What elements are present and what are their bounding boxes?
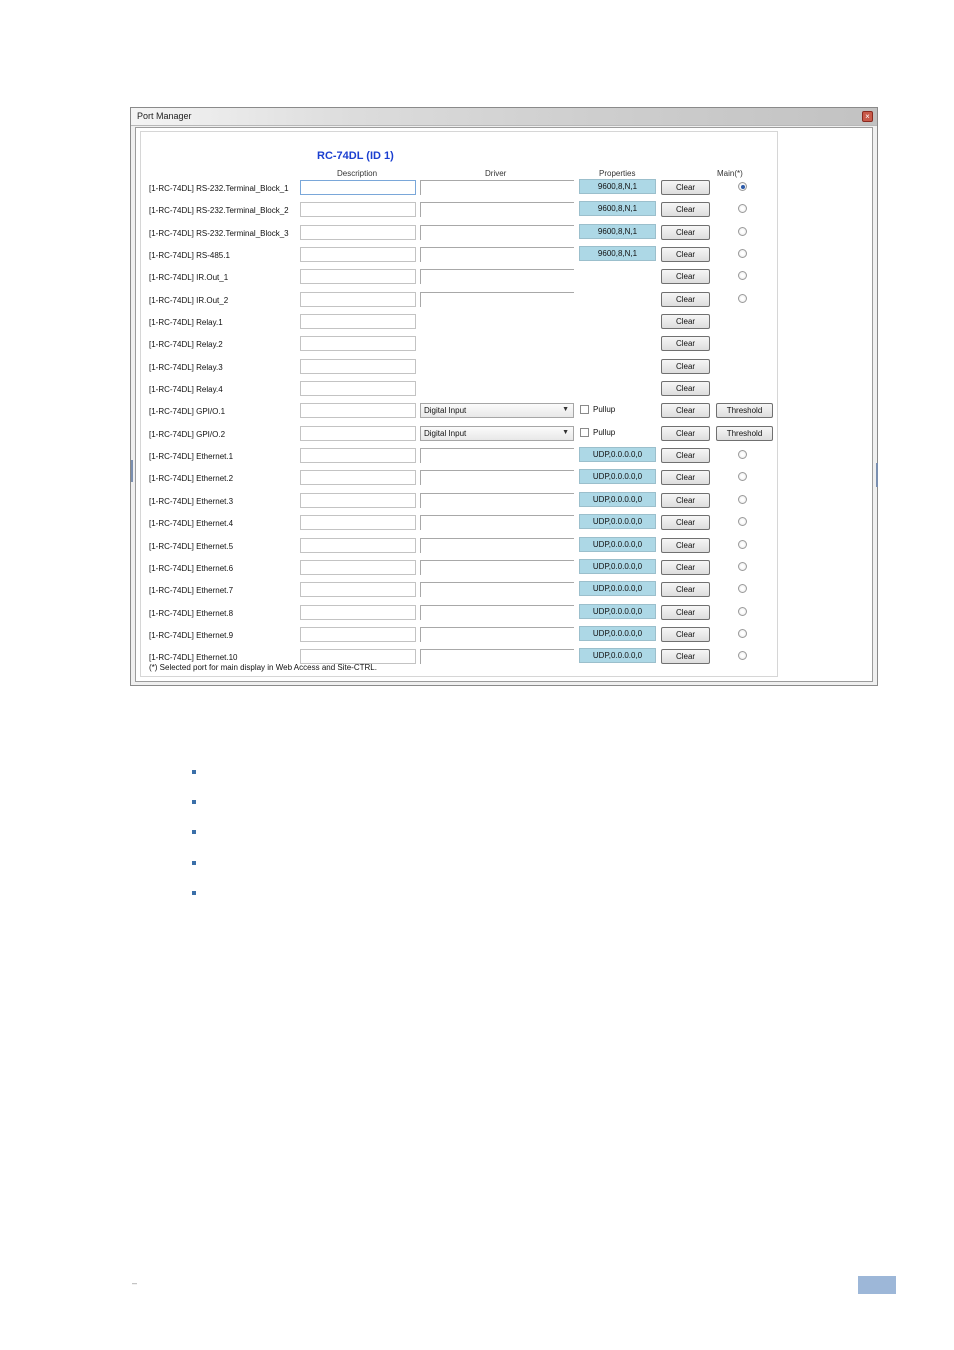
page-number-box [858, 1276, 896, 1294]
driver-input[interactable] [420, 515, 574, 530]
clear-button[interactable]: Clear [661, 649, 710, 664]
description-input[interactable] [300, 627, 416, 642]
pullup-checkbox[interactable] [580, 428, 589, 437]
port-manager-window [130, 107, 878, 686]
pullup-checkbox[interactable] [580, 405, 589, 414]
clear-button[interactable]: Clear [661, 493, 710, 508]
driver-input[interactable] [420, 627, 574, 642]
port-label: [1-RC-74DL] Ethernet.6 [149, 563, 234, 573]
port-row [141, 224, 777, 246]
close-icon[interactable]: × [862, 111, 873, 122]
main-port-radio[interactable] [738, 651, 747, 660]
properties-button[interactable]: UDP,0.0.0.0,0 [579, 514, 656, 529]
port-row [141, 626, 777, 648]
port-row [141, 313, 777, 335]
bullet-marker [192, 830, 196, 834]
properties-button[interactable]: UDP,0.0.0.0,0 [579, 581, 656, 596]
driver-select-value: Digital Input [424, 406, 467, 416]
port-label: [1-RC-74DL] IR.Out_1 [149, 273, 229, 283]
description-input[interactable] [300, 336, 416, 351]
clear-button[interactable]: Clear [661, 627, 710, 642]
driver-input[interactable] [420, 560, 574, 575]
footnote: (*) Selected port for main display in Web Access and Site-CTRL. [149, 663, 377, 672]
description-input[interactable] [300, 493, 416, 508]
clear-button[interactable]: Clear [661, 560, 710, 575]
driver-select[interactable] [420, 403, 574, 418]
port-label: [1-RC-74DL] Ethernet.1 [149, 452, 234, 462]
port-label: [1-RC-74DL] Ethernet.3 [149, 496, 234, 506]
main-port-radio[interactable] [738, 227, 747, 236]
driver-input[interactable] [420, 247, 574, 262]
properties-button[interactable]: 9600,8,N,1 [579, 179, 656, 194]
description-input[interactable] [300, 225, 416, 240]
driver-input[interactable] [420, 605, 574, 620]
threshold-button[interactable]: Threshold [716, 403, 773, 418]
properties-button[interactable]: 9600,8,N,1 [579, 246, 656, 261]
description-input[interactable] [300, 180, 416, 195]
bullet-marker [192, 800, 196, 804]
threshold-button[interactable]: Threshold [716, 426, 773, 441]
clear-button[interactable]: Clear [661, 381, 710, 396]
description-input[interactable] [300, 538, 416, 553]
bullet-marker [192, 861, 196, 865]
description-input[interactable] [300, 448, 416, 463]
properties-button[interactable]: UDP,0.0.0.0,0 [579, 648, 656, 663]
main-port-radio[interactable] [738, 249, 747, 258]
port-label: [1-RC-74DL] Ethernet.8 [149, 608, 234, 618]
bullet-marker [192, 891, 196, 895]
clear-button[interactable]: Clear [661, 336, 710, 351]
clear-button[interactable]: Clear [661, 538, 710, 553]
driver-input[interactable] [420, 582, 574, 597]
bullet-marker [192, 770, 196, 774]
main-port-radio[interactable] [738, 584, 747, 593]
driver-input[interactable] [420, 493, 574, 508]
description-input[interactable] [300, 560, 416, 575]
main-port-radio[interactable] [738, 182, 747, 191]
port-row [141, 425, 777, 447]
port-label: [1-RC-74DL] RS-232.Terminal_Block_2 [149, 206, 289, 216]
port-row [141, 447, 777, 469]
main-port-radio[interactable] [738, 540, 747, 549]
description-input[interactable] [300, 359, 416, 374]
driver-input[interactable] [420, 649, 574, 664]
clear-button[interactable]: Clear [661, 403, 710, 418]
port-label: [1-RC-74DL] Relay.4 [149, 385, 223, 395]
driver-input[interactable] [420, 180, 574, 195]
description-input[interactable] [300, 605, 416, 620]
main-port-radio[interactable] [738, 495, 747, 504]
driver-input[interactable] [420, 202, 574, 217]
port-label: [1-RC-74DL] Relay.3 [149, 362, 223, 372]
clear-button[interactable]: Clear [661, 426, 710, 441]
page-footer-dash: – [132, 1278, 138, 1288]
pullup-label: Pullup [593, 405, 616, 415]
port-label: [1-RC-74DL] Ethernet.10 [149, 653, 238, 663]
port-label: [1-RC-74DL] Ethernet.2 [149, 474, 234, 484]
clear-button[interactable]: Clear [661, 314, 710, 329]
column-header-description: Description [337, 169, 378, 178]
clear-button[interactable]: Clear [661, 582, 710, 597]
port-row [141, 291, 777, 313]
main-port-radio[interactable] [738, 517, 747, 526]
driver-input[interactable] [420, 292, 574, 307]
port-label: [1-RC-74DL] Relay.2 [149, 340, 223, 350]
properties-button[interactable]: UDP,0.0.0.0,0 [579, 626, 656, 641]
port-row [141, 514, 777, 536]
port-row [141, 604, 777, 626]
description-input[interactable] [300, 470, 416, 485]
properties-button[interactable]: UDP,0.0.0.0,0 [579, 537, 656, 552]
driver-input[interactable] [420, 538, 574, 553]
port-label: [1-RC-74DL] RS-232.Terminal_Block_1 [149, 184, 289, 193]
port-label: [1-RC-74DL] GPI/O.2 [149, 429, 226, 439]
description-input[interactable] [300, 649, 416, 664]
port-row [141, 380, 777, 402]
clear-button[interactable]: Clear [661, 359, 710, 374]
driver-select-value: Digital Input [424, 428, 467, 438]
clear-button[interactable]: Clear [661, 470, 710, 485]
clear-button[interactable]: Clear [661, 515, 710, 530]
main-port-radio[interactable] [738, 562, 747, 571]
clear-button[interactable]: Clear [661, 605, 710, 620]
port-label: [1-RC-74DL] GPI/O.1 [149, 407, 226, 417]
column-header-properties: Properties [599, 169, 636, 178]
column-header-driver: Driver [485, 169, 507, 178]
port-panel [140, 131, 778, 677]
port-label: [1-RC-74DL] Relay.1 [149, 318, 223, 328]
main-port-radio[interactable] [738, 629, 747, 638]
driver-input[interactable] [420, 448, 574, 463]
port-row [141, 201, 777, 223]
clear-button[interactable]: Clear [661, 292, 710, 307]
main-port-radio[interactable] [738, 204, 747, 213]
window-client-area [135, 127, 873, 682]
port-row [141, 335, 777, 357]
port-rows [141, 179, 777, 671]
clear-button[interactable]: Clear [661, 247, 710, 262]
port-row [141, 559, 777, 581]
port-row [141, 268, 777, 290]
properties-button[interactable]: UDP,0.0.0.0,0 [579, 559, 656, 574]
chevron-down-icon: ▼ [562, 428, 569, 436]
page-edge-mark-right [876, 463, 878, 487]
driver-input[interactable] [420, 225, 574, 240]
port-row [141, 537, 777, 559]
page-edge-mark-left [131, 460, 133, 482]
clear-button[interactable]: Clear [661, 269, 710, 284]
clear-button[interactable]: Clear [661, 225, 710, 240]
description-input[interactable] [300, 582, 416, 597]
properties-button[interactable]: UDP,0.0.0.0,0 [579, 469, 656, 484]
properties-button[interactable]: UDP,0.0.0.0,0 [579, 492, 656, 507]
device-title: RC-74DL (ID 1) [317, 150, 394, 162]
port-label: [1-RC-74DL] RS-232.Terminal_Block_3 [149, 228, 289, 238]
port-row [141, 246, 777, 268]
description-input[interactable] [300, 426, 416, 441]
clear-button[interactable]: Clear [661, 448, 710, 463]
port-label: [1-RC-74DL] IR.Out_2 [149, 295, 229, 305]
driver-input[interactable] [420, 470, 574, 485]
port-row [141, 492, 777, 514]
chevron-down-icon: ▼ [562, 406, 569, 414]
description-input[interactable] [300, 314, 416, 329]
window-titlebar[interactable] [131, 108, 877, 126]
description-input[interactable] [300, 403, 416, 418]
main-port-radio[interactable] [738, 271, 747, 280]
port-label: [1-RC-74DL] Ethernet.9 [149, 630, 234, 640]
description-input[interactable] [300, 292, 416, 307]
clear-button[interactable]: Clear [661, 202, 710, 217]
properties-button[interactable]: UDP,0.0.0.0,0 [579, 447, 656, 462]
port-label: [1-RC-74DL] Ethernet.7 [149, 586, 234, 596]
description-input[interactable] [300, 247, 416, 262]
port-row [141, 581, 777, 603]
port-row [141, 469, 777, 491]
description-input[interactable] [300, 202, 416, 217]
main-port-radio[interactable] [738, 294, 747, 303]
main-port-radio[interactable] [738, 472, 747, 481]
port-row [141, 402, 777, 424]
port-row [141, 179, 777, 201]
port-row [141, 358, 777, 380]
properties-button[interactable]: 9600,8,N,1 [579, 224, 656, 239]
driver-input[interactable] [420, 269, 574, 284]
description-input[interactable] [300, 269, 416, 284]
window-title: Port Manager [137, 111, 192, 121]
port-label: [1-RC-74DL] Ethernet.5 [149, 541, 234, 551]
properties-button[interactable]: 9600,8,N,1 [579, 201, 656, 216]
description-input[interactable] [300, 381, 416, 396]
column-header-main: Main(*) [717, 169, 743, 178]
port-label: [1-RC-74DL] Ethernet.4 [149, 519, 234, 529]
pullup-label: Pullup [593, 427, 616, 437]
properties-button[interactable]: UDP,0.0.0.0,0 [579, 604, 656, 619]
port-label: [1-RC-74DL] RS-485.1 [149, 251, 230, 261]
driver-select[interactable] [420, 426, 574, 441]
main-port-radio[interactable] [738, 607, 747, 616]
description-input[interactable] [300, 515, 416, 530]
clear-button[interactable]: Clear [661, 180, 710, 195]
main-port-radio[interactable] [738, 450, 747, 459]
